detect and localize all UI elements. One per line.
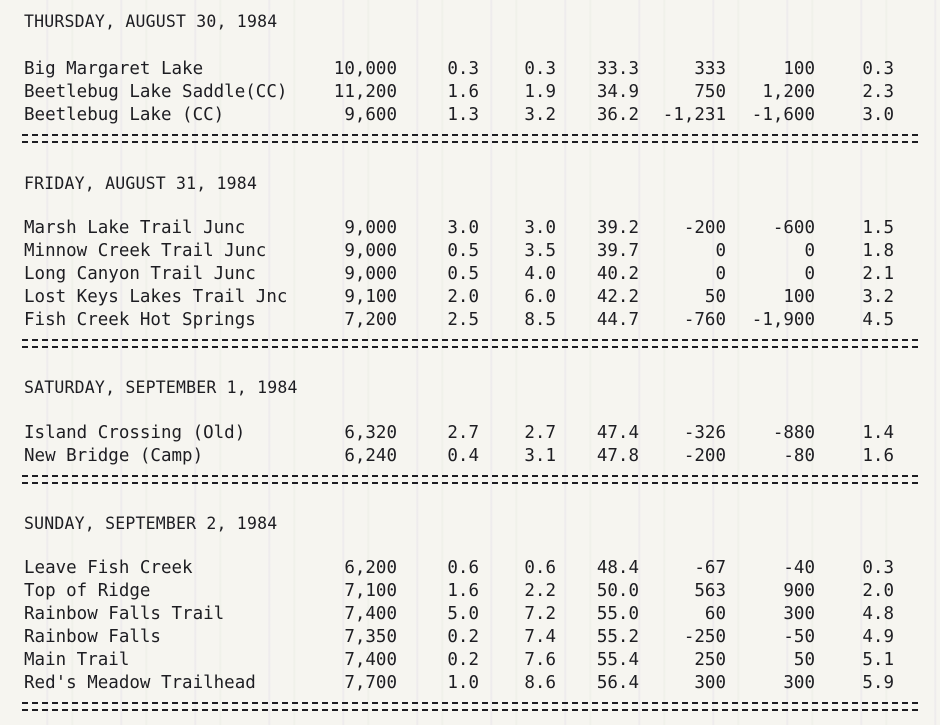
gain-value: -760 [683, 310, 726, 330]
hours-value: 2.1 [862, 264, 894, 284]
segment-miles: 1.6 [447, 82, 479, 102]
hours-value: 4.9 [862, 627, 894, 647]
day-miles: 7.2 [524, 604, 556, 624]
elevation-value: 9,000 [344, 241, 397, 261]
day-miles: 3.1 [524, 446, 556, 466]
hours-value: 1.8 [862, 241, 894, 261]
segment-miles: 1.6 [447, 581, 479, 601]
gain-value: -1,231 [662, 105, 726, 125]
segment-miles: 0.6 [447, 558, 479, 578]
elevation-change: 900 [783, 581, 815, 601]
gain-value: 250 [694, 650, 726, 670]
elevation-change: -40 [783, 558, 815, 578]
total-miles: 40.2 [596, 264, 639, 284]
waypoint-name: Marsh Lake Trail Junc [24, 218, 246, 238]
day-miles: 6.0 [524, 287, 556, 307]
waypoint-name: Main Trail [24, 650, 130, 670]
hours-value: 1.4 [862, 423, 894, 443]
hours-value: 1.6 [862, 446, 894, 466]
elevation-change: -50 [783, 627, 815, 647]
waypoint-name: New Bridge (Camp) [24, 446, 204, 466]
waypoint-name: Beetlebug Lake (CC) [24, 105, 225, 125]
section-divider [22, 475, 918, 484]
table-row [0, 104, 940, 127]
day-miles: 3.5 [524, 241, 556, 261]
gain-value: 333 [694, 59, 726, 79]
elevation-value: 7,400 [344, 604, 397, 624]
total-miles: 42.2 [596, 287, 639, 307]
gain-value: 0 [715, 264, 726, 284]
gain-value: 50 [704, 287, 726, 307]
segment-miles: 1.3 [447, 105, 479, 125]
elevation-change: 0 [804, 264, 815, 284]
hours-value: 2.0 [862, 581, 894, 601]
day-miles: 8.6 [524, 673, 556, 693]
day-miles: 0.3 [524, 59, 556, 79]
elevation-value: 6,240 [344, 446, 397, 466]
day-miles: 3.2 [524, 105, 556, 125]
waypoint-name: Big Margaret Lake [24, 59, 204, 79]
gain-value: -200 [683, 218, 726, 238]
elevation-change: -1,900 [751, 310, 815, 330]
day-heading-saturday: SATURDAY, SEPTEMBER 1, 1984 [24, 378, 298, 397]
segment-miles: 3.0 [447, 218, 479, 238]
hours-value: 4.8 [862, 604, 894, 624]
hours-value: 4.5 [862, 310, 894, 330]
elevation-value: 7,100 [344, 581, 397, 601]
gain-value: -250 [683, 627, 726, 647]
gain-value: -67 [694, 558, 726, 578]
table-row [0, 672, 940, 695]
gain-value: -200 [683, 446, 726, 466]
elevation-value: 11,200 [333, 82, 397, 102]
waypoint-name: Beetlebug Lake Saddle(CC) [24, 82, 288, 102]
total-miles: 47.4 [596, 423, 639, 443]
elevation-change: -600 [772, 218, 815, 238]
segment-miles: 0.5 [447, 264, 479, 284]
table-row [0, 309, 940, 332]
table-row [0, 217, 940, 240]
hours-value: 0.3 [862, 59, 894, 79]
segment-miles: 0.2 [447, 627, 479, 647]
table-row [0, 263, 940, 286]
table-row [0, 580, 940, 603]
table-row [0, 626, 940, 649]
table-row [0, 557, 940, 580]
elevation-change: 0 [804, 241, 815, 261]
total-miles: 34.9 [596, 82, 639, 102]
elevation-value: 7,400 [344, 650, 397, 670]
hours-value: 0.3 [862, 558, 894, 578]
segment-miles: 2.0 [447, 287, 479, 307]
hours-value: 1.5 [862, 218, 894, 238]
total-miles: 55.0 [596, 604, 639, 624]
waypoint-name: Rainbow Falls [24, 627, 161, 647]
day-miles: 2.2 [524, 581, 556, 601]
segment-miles: 0.2 [447, 650, 479, 670]
hours-value: 2.3 [862, 82, 894, 102]
elevation-value: 6,320 [344, 423, 397, 443]
segment-miles: 0.4 [447, 446, 479, 466]
segment-miles: 2.5 [447, 310, 479, 330]
table-row [0, 58, 940, 81]
elevation-change: 50 [793, 650, 815, 670]
day-heading-thursday: THURSDAY, AUGUST 30, 1984 [24, 12, 278, 31]
elevation-value: 6,200 [344, 558, 397, 578]
elevation-change: -1,600 [751, 105, 815, 125]
day-miles: 1.9 [524, 82, 556, 102]
day-miles: 0.6 [524, 558, 556, 578]
total-miles: 55.2 [596, 627, 639, 647]
section-divider [22, 339, 918, 348]
elevation-change: 300 [783, 604, 815, 624]
waypoint-name: Lost Keys Lakes Trail Jnc [24, 287, 288, 307]
day-miles: 4.0 [524, 264, 556, 284]
elevation-value: 7,700 [344, 673, 397, 693]
elevation-change: 100 [783, 287, 815, 307]
day-miles: 3.0 [524, 218, 556, 238]
gain-value: 300 [694, 673, 726, 693]
gain-value: 60 [704, 604, 726, 624]
elevation-value: 10,000 [333, 59, 397, 79]
elevation-change: 1,200 [762, 82, 815, 102]
elevation-value: 9,000 [344, 218, 397, 238]
total-miles: 36.2 [596, 105, 639, 125]
total-miles: 48.4 [596, 558, 639, 578]
day-miles: 2.7 [524, 423, 556, 443]
elevation-value: 7,200 [344, 310, 397, 330]
gain-value: 563 [694, 581, 726, 601]
total-miles: 50.0 [596, 581, 639, 601]
gain-value: -326 [683, 423, 726, 443]
table-row [0, 81, 940, 104]
section-divider [22, 134, 918, 143]
day-miles: 8.5 [524, 310, 556, 330]
table-row [0, 649, 940, 672]
elevation-value: 9,100 [344, 287, 397, 307]
elevation-change: -880 [772, 423, 815, 443]
total-miles: 44.7 [596, 310, 639, 330]
waypoint-name: Leave Fish Creek [24, 558, 193, 578]
elevation-change: 300 [783, 673, 815, 693]
segment-miles: 1.0 [447, 673, 479, 693]
gain-value: 750 [694, 82, 726, 102]
elevation-value: 9,600 [344, 105, 397, 125]
total-miles: 56.4 [596, 673, 639, 693]
waypoint-name: Island Crossing (Old) [24, 423, 246, 443]
day-heading-sunday: SUNDAY, SEPTEMBER 2, 1984 [24, 514, 278, 533]
total-miles: 39.7 [596, 241, 639, 261]
table-row [0, 422, 940, 445]
table-row [0, 445, 940, 468]
waypoint-name: Red's Meadow Trailhead [24, 673, 256, 693]
hours-value: 5.1 [862, 650, 894, 670]
gain-value: 0 [715, 241, 726, 261]
segment-miles: 0.5 [447, 241, 479, 261]
elevation-change: 100 [783, 59, 815, 79]
total-miles: 55.4 [596, 650, 639, 670]
table-row [0, 286, 940, 309]
hours-value: 3.0 [862, 105, 894, 125]
total-miles: 39.2 [596, 218, 639, 238]
hours-value: 3.2 [862, 287, 894, 307]
elevation-value: 7,350 [344, 627, 397, 647]
waypoint-name: Minnow Creek Trail Junc [24, 241, 267, 261]
segment-miles: 5.0 [447, 604, 479, 624]
day-miles: 7.4 [524, 627, 556, 647]
waypoint-name: Fish Creek Hot Springs [24, 310, 256, 330]
segment-miles: 0.3 [447, 59, 479, 79]
waypoint-name: Rainbow Falls Trail [24, 604, 225, 624]
elevation-change: -80 [783, 446, 815, 466]
hours-value: 5.9 [862, 673, 894, 693]
total-miles: 33.3 [596, 59, 639, 79]
section-divider [22, 702, 918, 711]
table-row [0, 240, 940, 263]
elevation-value: 9,000 [344, 264, 397, 284]
waypoint-name: Top of Ridge [24, 581, 151, 601]
waypoint-name: Long Canyon Trail Junc [24, 264, 256, 284]
table-row [0, 603, 940, 626]
total-miles: 47.8 [596, 446, 639, 466]
day-miles: 7.6 [524, 650, 556, 670]
day-heading-friday: FRIDAY, AUGUST 31, 1984 [24, 174, 258, 193]
segment-miles: 2.7 [447, 423, 479, 443]
